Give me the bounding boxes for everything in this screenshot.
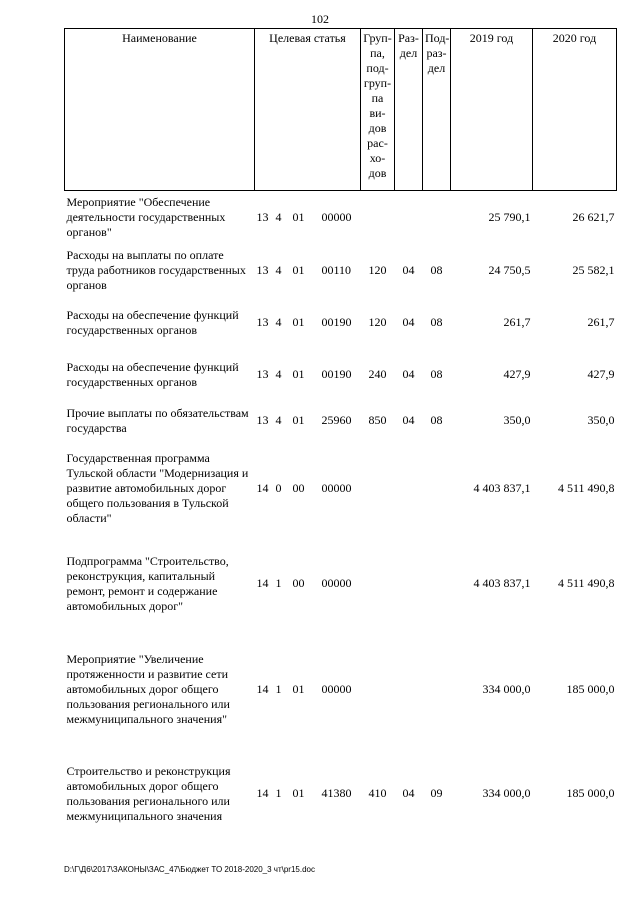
code-subprogram: 0: [275, 481, 282, 495]
table-header-row: [65, 29, 617, 191]
row-2019: 334 000,0: [482, 682, 531, 696]
code-direction: 41380: [321, 786, 352, 800]
row-name: Мероприятие "Обеспечение деятельности государственных органов": [66, 195, 226, 240]
table-row: [65, 749, 617, 839]
code-program: 13: [256, 210, 269, 225]
row-section: 04: [402, 413, 415, 427]
row-2019: 25 790,1: [488, 210, 531, 225]
header-group: Груп- па, под- груп- па ви- дов рас- хо- дов: [361, 29, 395, 191]
table-row: [65, 631, 617, 749]
file-path-footer: D:\Г\Д6\2017\ЗАКОНЫ\ЗАС_47\Бюджет ТО 2018-2020_3 чт\pr15.doc: [64, 865, 315, 874]
header-section: Раз- дел: [395, 29, 423, 191]
row-target-code: [255, 441, 361, 537]
code-direction: 00000: [321, 682, 352, 696]
row-2020: 26 621,7: [572, 210, 615, 225]
row-2019: 4 403 837,1: [473, 481, 531, 495]
row-group: 120: [368, 263, 387, 277]
row-target-code: [255, 349, 361, 401]
row-2020: 261,7: [587, 315, 615, 329]
code-subprogram: 1: [275, 682, 282, 696]
row-2020: 185 000,0: [566, 682, 615, 696]
code-program: 14: [256, 576, 269, 590]
row-name: Государственная программа Тульской области "Модернизация и развитие автомобильных дорог общего пользования в Тульской области": [66, 451, 249, 525]
code-subprogram: 1: [275, 576, 282, 590]
row-group: 850: [368, 413, 387, 427]
row-section: 04: [402, 786, 415, 800]
row-target-code: [255, 245, 361, 297]
header-2020: 2020 год: [533, 29, 617, 191]
row-2019: 4 403 837,1: [473, 576, 531, 590]
row-2020: 4 511 490,8: [557, 576, 615, 590]
row-2020: 185 000,0: [566, 786, 615, 800]
table-row: [65, 441, 617, 537]
code-direction: 00000: [321, 210, 352, 225]
row-name: Расходы на выплаты по оплате труда работников государственных органов: [66, 248, 246, 292]
code-event: 01: [292, 786, 305, 800]
table-row: [65, 245, 617, 297]
row-group: [361, 631, 395, 749]
row-target-code: [255, 537, 361, 631]
code-event: 01: [292, 210, 305, 225]
row-section: 04: [402, 315, 415, 329]
row-target-code: [255, 191, 361, 245]
row-2020: 25 582,1: [572, 263, 615, 277]
row-group: [361, 441, 395, 537]
row-section: 04: [402, 367, 415, 381]
code-program: 14: [256, 682, 269, 696]
row-2020: 4 511 490,8: [557, 481, 615, 495]
row-group: [361, 537, 395, 631]
table-row: [65, 349, 617, 401]
header-2019: 2019 год: [451, 29, 533, 191]
table-row: [65, 537, 617, 631]
table-row: [65, 401, 617, 441]
code-subprogram: 4: [275, 367, 282, 381]
code-program: 13: [256, 263, 269, 277]
code-event: 01: [292, 315, 305, 329]
row-subsection: [423, 631, 451, 749]
row-name: Подпрограмма "Строительство, реконструкция, капитальный ремонт, ремонт и содержание автомобильных дорог": [66, 553, 229, 613]
code-direction: 00000: [321, 576, 352, 590]
row-section: [395, 191, 423, 245]
row-target-code: [255, 631, 361, 749]
row-name: Расходы на обеспечение функций государственных органов: [66, 307, 239, 337]
row-name: Мероприятие "Увеличение протяженности и развитие сети автомобильных дорог общего пользования регионального или межмуниципального значения": [66, 652, 230, 726]
row-group: 120: [368, 315, 387, 329]
row-2019: 261,7: [503, 315, 531, 329]
row-2020: 427,9: [587, 367, 615, 381]
table-row: [65, 191, 617, 245]
header-subsection: Под- раз- дел: [423, 29, 451, 191]
code-event: 01: [292, 367, 305, 381]
row-subsection: 08: [430, 413, 443, 427]
code-subprogram: 4: [275, 315, 282, 329]
row-2019: 24 750,5: [488, 263, 531, 277]
row-subsection: 08: [430, 367, 443, 381]
row-subsection: [423, 191, 451, 245]
code-event: 00: [292, 481, 305, 495]
code-direction: 00190: [321, 315, 352, 329]
code-subprogram: 1: [275, 786, 282, 800]
code-program: 14: [256, 786, 269, 800]
code-subprogram: 4: [275, 263, 282, 277]
row-2019: 350,0: [503, 413, 531, 427]
header-name: Наименование: [65, 29, 255, 191]
header-target: Целевая статья: [255, 29, 361, 191]
code-program: 14: [256, 481, 269, 495]
row-section: [395, 537, 423, 631]
code-direction: 00190: [321, 367, 352, 381]
code-event: 01: [292, 682, 305, 696]
row-2020: 350,0: [587, 413, 615, 427]
row-target-code: [255, 401, 361, 441]
code-program: 13: [256, 413, 269, 427]
code-program: 13: [256, 315, 269, 329]
row-name: Строительство и реконструкция автомобильных дорог общего пользования регионального или межмуниципального значения: [66, 763, 231, 823]
row-2019: 334 000,0: [482, 786, 531, 800]
row-section: [395, 631, 423, 749]
row-subsection: [423, 441, 451, 537]
code-event: 00: [292, 576, 305, 590]
table-row: [65, 297, 617, 349]
code-direction: 00110: [321, 263, 352, 277]
code-direction: 00000: [321, 481, 352, 495]
row-name: Прочие выплаты по обязательствам государства: [66, 405, 249, 435]
row-subsection: 09: [430, 786, 443, 800]
code-direction: 25960: [321, 413, 352, 427]
row-section: 04: [402, 263, 415, 277]
code-subprogram: 4: [275, 413, 282, 427]
code-event: 01: [292, 263, 305, 277]
page-number: 102: [311, 12, 329, 26]
row-target-code: [255, 297, 361, 349]
row-target-code: [255, 749, 361, 839]
row-group: [361, 191, 395, 245]
row-group: 240: [368, 367, 387, 381]
row-2019: 427,9: [503, 367, 531, 381]
code-subprogram: 4: [275, 210, 282, 225]
row-name: Расходы на обеспечение функций государственных органов: [66, 359, 239, 389]
code-event: 01: [292, 413, 305, 427]
row-subsection: 08: [430, 263, 443, 277]
row-subsection: [423, 537, 451, 631]
row-group: 410: [368, 786, 387, 800]
row-section: [395, 441, 423, 537]
code-program: 13: [256, 367, 269, 381]
row-subsection: 08: [430, 315, 443, 329]
budget-table: [64, 28, 617, 839]
